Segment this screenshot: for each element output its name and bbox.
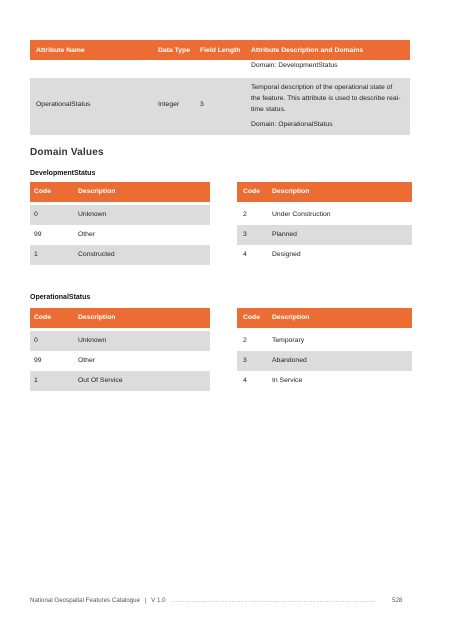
table-row [237,331,412,351]
domain-table-header [30,182,210,202]
table-row [30,331,210,351]
row-code: 4 [243,377,247,384]
footer-title: National Geospatial Features Catalogue [30,597,141,604]
domain-table-right [237,182,412,265]
domain-table-header [237,182,412,202]
header-code: Code [243,314,260,321]
table-row [237,245,412,265]
top-domain-line: Domain: DevelopmentStatus [251,62,338,69]
row-code: 99 [34,357,42,364]
row-description: Designed [272,251,301,258]
row-code: 4 [243,251,247,258]
row-code: 99 [34,231,42,238]
row-description: Unknown [78,337,107,344]
footer-separator: | [144,597,147,604]
row-domain: Domain: OperationalStatus [251,121,333,128]
table-row [237,225,412,245]
table-row [237,371,412,391]
table-row [30,225,210,245]
table-row [30,351,210,371]
domain-name-operational-status: OperationalStatus [30,294,91,301]
row-code: 0 [34,337,38,344]
table-row [30,371,210,391]
domain-table-left [30,182,210,265]
header-code: Code [243,188,260,195]
table-row [30,205,210,225]
header-description: Description [272,314,310,321]
header-code: Code [34,314,51,321]
row-description: Other [78,231,95,238]
header-description: Description [272,188,310,195]
domain-table-header [30,308,210,328]
row-description: Planned [272,231,297,238]
header-field-length: Field Length [200,46,241,54]
attribute-length: 3 [200,101,204,108]
row-description: Constructed [78,251,115,258]
row-code: 1 [34,251,38,258]
page-footer [30,597,415,604]
table-row [30,78,410,135]
row-description: Under Construction [272,211,331,218]
table-row [30,245,210,265]
row-code: 2 [243,337,247,344]
header-description: Description [78,188,116,195]
attribute-name: OperationalStatus [36,101,91,108]
domain-table-right [237,308,412,391]
row-code: 1 [34,377,38,384]
row-code: 3 [243,357,247,364]
domain-line-row [30,60,410,75]
header-description: Description [78,314,116,321]
table-row [237,351,412,371]
attribute-table-header [30,40,410,60]
attribute-type: Integer [158,101,180,108]
description-line-1: Temporal description of the operational state of [251,84,393,91]
row-description: Other [78,357,95,364]
row-code: 3 [243,231,247,238]
header-data-type: Data Type [158,46,190,54]
footer-dots: ........................................................................................ [171,597,376,604]
row-code: 0 [34,211,38,218]
domain-values-title: Domain Values [30,147,104,158]
row-description: Unknown [78,211,107,218]
header-attribute-name: Attribute Name [36,46,85,54]
domain-table-left [30,308,210,391]
row-description: Temporary [272,337,305,344]
page-number: 528 [388,597,402,604]
row-description: Abandoned [272,357,307,364]
description-line-3: time status. [251,106,286,113]
table-row [237,205,412,225]
row-code: 2 [243,211,247,218]
description-line-2: the feature. This attribute is used to describe real- [251,95,401,102]
header-description: Attribute Description and Domains [251,46,364,54]
domain-table-header [237,308,412,328]
domain-name-development-status: DevelopmentStatus [30,170,96,177]
footer-version: V 1.0 [151,597,166,604]
row-description: In Service [272,377,303,384]
header-code: Code [34,188,51,195]
attribute-table [30,40,410,135]
row-description: Out Of Service [78,377,123,384]
